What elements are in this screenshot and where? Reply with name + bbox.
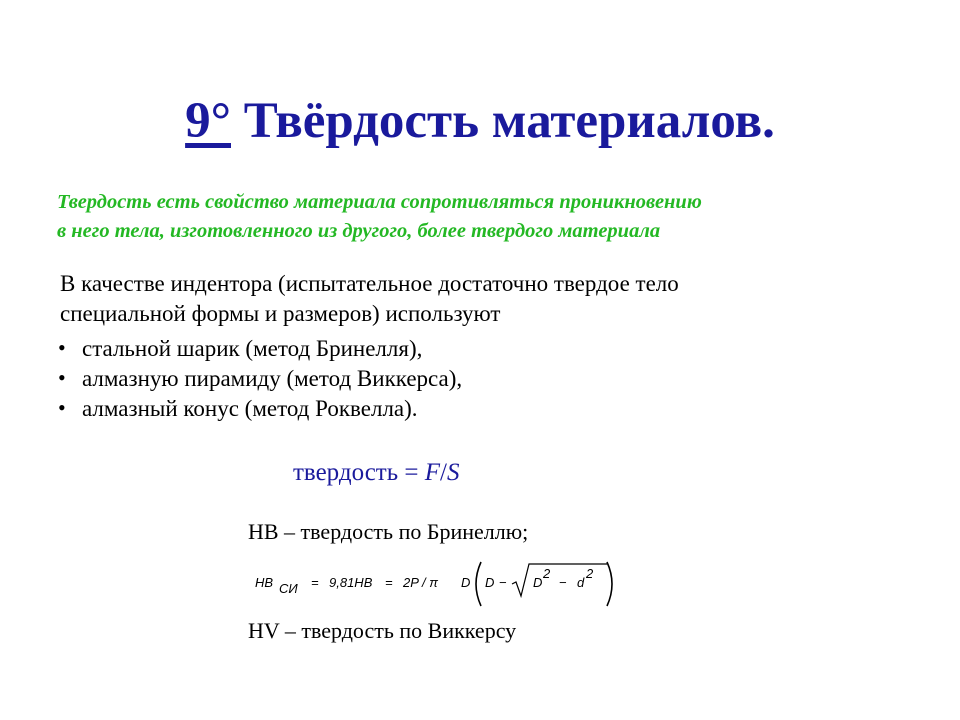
formula-d: d xyxy=(577,575,585,590)
bullet-icon: • xyxy=(58,365,66,390)
bullet-icon: • xyxy=(58,335,66,360)
hardness-formula xyxy=(293,459,459,487)
brinell-formula xyxy=(255,556,625,612)
formula-exp2: 2 xyxy=(586,566,594,581)
list-item-text: стальной шарик (метод Бринелля), xyxy=(82,336,423,361)
intro-line: В качестве индентора (испытательное достаточно твердое тело xyxy=(60,271,679,296)
formula-minus2: − xyxy=(559,575,567,590)
formula-eq1: = xyxy=(311,575,319,590)
formula-coef: 9,81HB xyxy=(329,575,373,590)
definition-line: Твердость есть свойство материала сопротивляться проникновению xyxy=(57,191,702,213)
list-item xyxy=(58,334,462,364)
brinell-formula-svg xyxy=(255,556,625,612)
formula-prefix: твердость = xyxy=(293,459,425,486)
formula-slash: / xyxy=(440,459,447,486)
list-item xyxy=(58,364,462,394)
list-item-text: алмазную пирамиду (метод Виккерса), xyxy=(82,366,463,391)
list-item xyxy=(58,394,462,424)
title-number: 9° xyxy=(185,93,231,149)
indenter-list xyxy=(58,334,462,424)
bullet-icon: • xyxy=(58,395,66,420)
title-text: Твёрдость материалов. xyxy=(243,93,775,149)
page-title xyxy=(0,92,960,150)
formula-exp: 2 xyxy=(543,566,551,581)
formula-D: D xyxy=(461,575,471,590)
intro-text xyxy=(60,269,920,329)
formula-minus: − xyxy=(499,575,507,590)
definition-line: в него тела, изготовленного из другого, более твердого материала xyxy=(57,220,661,242)
formula-lhs-sub: СИ xyxy=(279,581,298,596)
formula-num: 2P / π xyxy=(403,575,438,590)
intro-line: специальной формы и размеров) используют xyxy=(60,301,501,326)
formula-area: S xyxy=(446,459,460,486)
hv-label: HV – твердость по Виккерсу xyxy=(248,618,517,643)
formula-D2: D xyxy=(533,575,543,590)
list-item-text: алмазный конус (метод Роквелла). xyxy=(82,396,418,421)
hb-label: HB – твердость по Бринеллю; xyxy=(248,519,529,544)
formula-force: F xyxy=(424,459,440,486)
formula-lhs: HB xyxy=(255,575,274,590)
formula-D-inner: D xyxy=(485,575,495,590)
formula-eq2: = xyxy=(385,575,393,590)
definition-text xyxy=(57,188,937,246)
paren-left xyxy=(476,562,481,606)
paren-right xyxy=(607,562,612,606)
